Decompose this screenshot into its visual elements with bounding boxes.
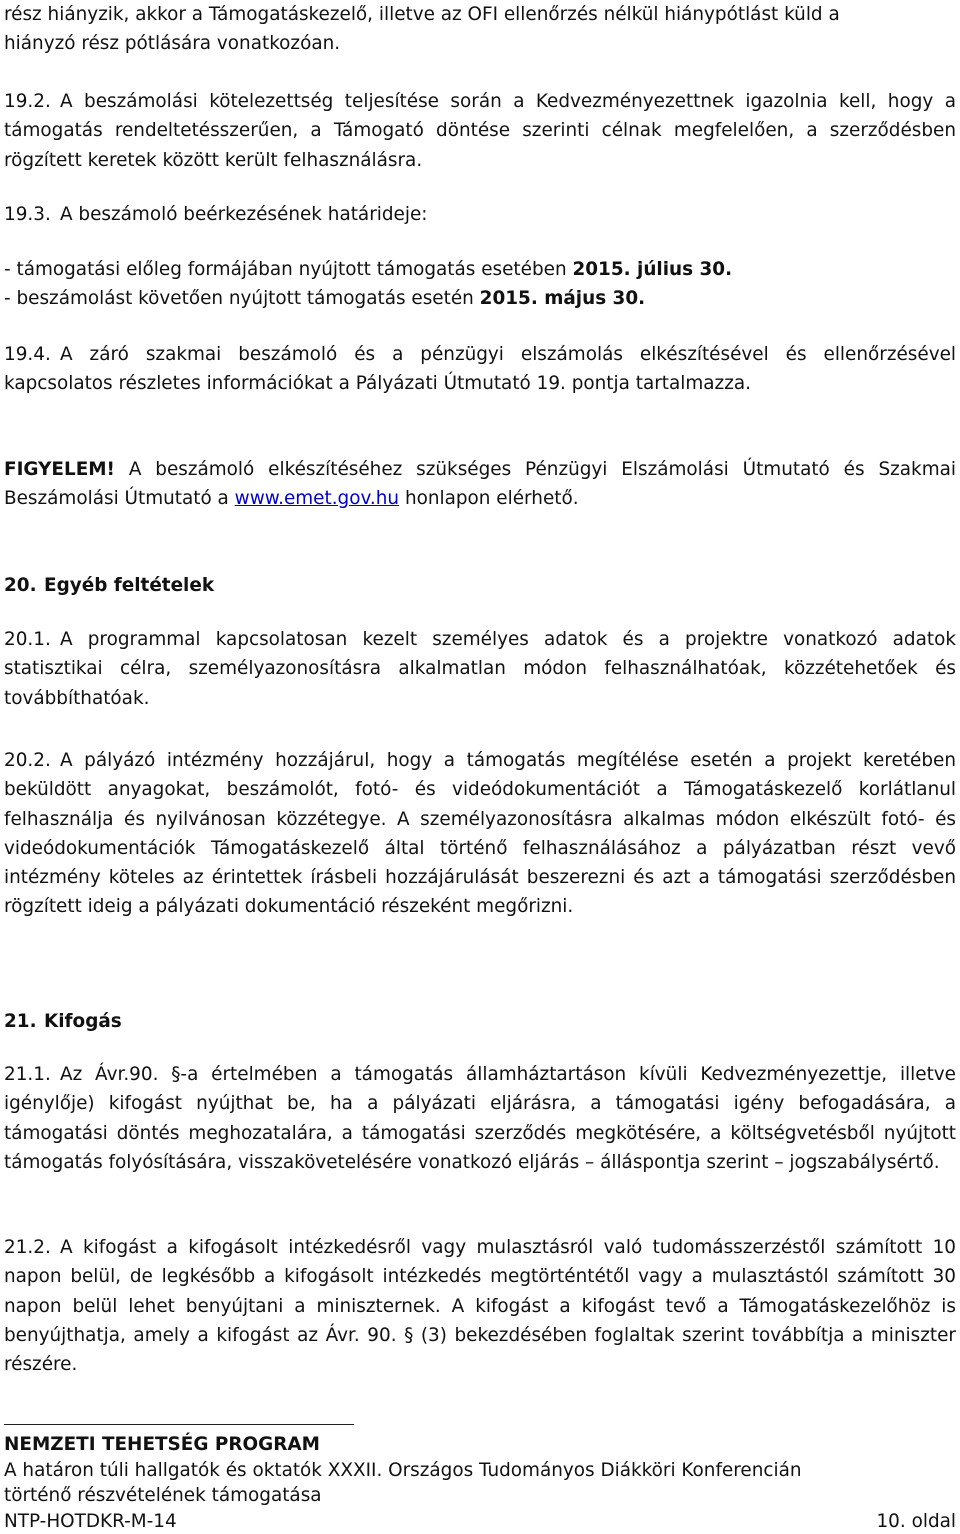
notice-text: A beszámoló elkészítéséhez szükséges Pénzügyi Elszámolási Útmutató és Szakmai Beszámolási Útmutató a <box>4 459 956 509</box>
heading-title: Kifogás <box>44 1011 122 1032</box>
deadline-item-advance <box>4 255 956 284</box>
heading-title: Egyéb feltételek <box>44 575 214 596</box>
section-text: A kifogást a kifogásolt intézkedésről vagy mulasztásról való tudomásszerzéstől számított 10 napon belül, de legkésőbb a kifogásolt intézkedés megtörténtétől vagy a mulasztástól számított 30 napon belül lehet benyújtani a miniszternek. A kifogást a kifogást tevő a Támogatáskezelőhöz is benyújthatja, amely a kifogást az Ávr. 90. § (3) bekezdésében foglaltak szerint továbbítja a miniszter részére. <box>4 1237 956 1375</box>
deadline-item-date: 2015. május 30. <box>480 288 645 309</box>
section-21-1 <box>4 1060 956 1177</box>
section-number: 19.3. <box>4 200 60 229</box>
section-19-2 <box>4 87 956 175</box>
heading-number: 20. <box>4 571 44 600</box>
section-number: 20.1. <box>4 625 60 654</box>
section-number: 19.4. <box>4 340 60 369</box>
section-number: 21.1. <box>4 1060 60 1089</box>
continuation-line-1: rész hiányzik, akkor a Támogatáskezelő, illetve az OFI ellenőrzés nélkül hiánypótlást küld a <box>4 0 956 29</box>
section-text: A beszámolási kötelezettség teljesítése során a Kedvezményezettnek igazolnia kell, hogy a támogatás rendeltetésszerűen, a Támogató döntése szerinti célnak megfelelően, a szerződésben rögzített keretek között került felhasználásra. <box>4 91 956 171</box>
emet-website-link[interactable]: www.emet.gov.hu <box>235 488 399 509</box>
page-number: 10. oldal <box>876 1509 956 1534</box>
heading-21 <box>4 1007 956 1036</box>
footer-bottom-row <box>4 1509 956 1534</box>
continuation-paragraph <box>4 0 956 59</box>
footer-divider <box>4 1424 354 1425</box>
page-footer <box>4 1432 956 1534</box>
section-20-1 <box>4 625 956 713</box>
deadline-item-text: - támogatási előleg formájában nyújtott támogatás esetében <box>4 259 572 280</box>
footer-description-line-1: A határon túli hallgatók és oktatók XXXII. Országos Tudományos Diákköri Konferencián <box>4 1458 956 1484</box>
section-text: A programmal kapcsolatosan kezelt személyes adatok és a projektre vonatkozó adatok statisztikai célra, személyazonosításra alkalmatlan módon felhasználhatóak, közzétehetőek és továbbíthatóak. <box>4 629 956 709</box>
notice-text-end: honlapon elérhető. <box>399 488 578 509</box>
heading-number: 21. <box>4 1007 44 1036</box>
section-20-2 <box>4 746 956 922</box>
deadline-item-after-report <box>4 284 956 313</box>
section-number: 19.2. <box>4 87 60 116</box>
section-21-2 <box>4 1233 956 1379</box>
section-19-4 <box>4 340 956 399</box>
footer-description-line-2: történő részvételének támogatása <box>4 1483 956 1509</box>
heading-20 <box>4 571 956 600</box>
section-19-3 <box>4 200 956 229</box>
section-number: 20.2. <box>4 746 60 775</box>
notice-paragraph <box>4 455 956 514</box>
section-number: 21.2. <box>4 1233 60 1262</box>
section-text: Az Ávr.90. §-a értelmében a támogatás államháztartáson kívüli Kedvezményezettje, illetve igénylője) kifogást nyújthat be, ha a pályázati eljárásra, a támogatási igény befogadására, a támogatási döntés meghozatalára, a támogatási szerződés megkötésére, a költségvetésből nyújtott támogatás folyósítására, visszakövetelésére vonatkozó eljárás – álláspontja szerint – jogszabálysértő. <box>4 1064 956 1173</box>
deadline-item-text: - beszámolást követően nyújtott támogatás esetén <box>4 288 480 309</box>
footer-program-code: NTP-HOTDKR-M-14 <box>4 1509 177 1534</box>
section-text: A záró szakmai beszámoló és a pénzügyi elszámolás elkészítésével és ellenőrzésével kapcsolatos részletes információkat a Pályázati Útmutató 19. pontja tartalmazza. <box>4 344 956 394</box>
footer-program-name: NEMZETI TEHETSÉG PROGRAM <box>4 1432 956 1458</box>
continuation-line-2: hiányzó rész pótlására vonatkozóan. <box>4 29 956 58</box>
deadline-item-date: 2015. július 30. <box>572 259 732 280</box>
deadline-list <box>4 255 956 314</box>
notice-label: FIGYELEM! <box>4 459 115 480</box>
section-text: A beszámoló beérkezésének határideje: <box>60 204 427 225</box>
section-text: A pályázó intézmény hozzájárul, hogy a támogatás megítélése esetén a projekt keretében beküldött anyagokat, beszámolót, fotó- és videódokumentációt a Támogatáskezelő korlátlanul felhasználja és nyilvánosan közzétegye. A személyazonosításra alkalmas módon elkészült fotó- és videódokumentációk Támogatáskezelő által történő felhasználásához a pályázatban részt vevő intézmény köteles az érintettek írásbeli hozzájárulását beszerezni és azt a támogatási szerződésben rögzített ideig a pályázati dokumentáció részeként megőrizni. <box>4 750 956 917</box>
